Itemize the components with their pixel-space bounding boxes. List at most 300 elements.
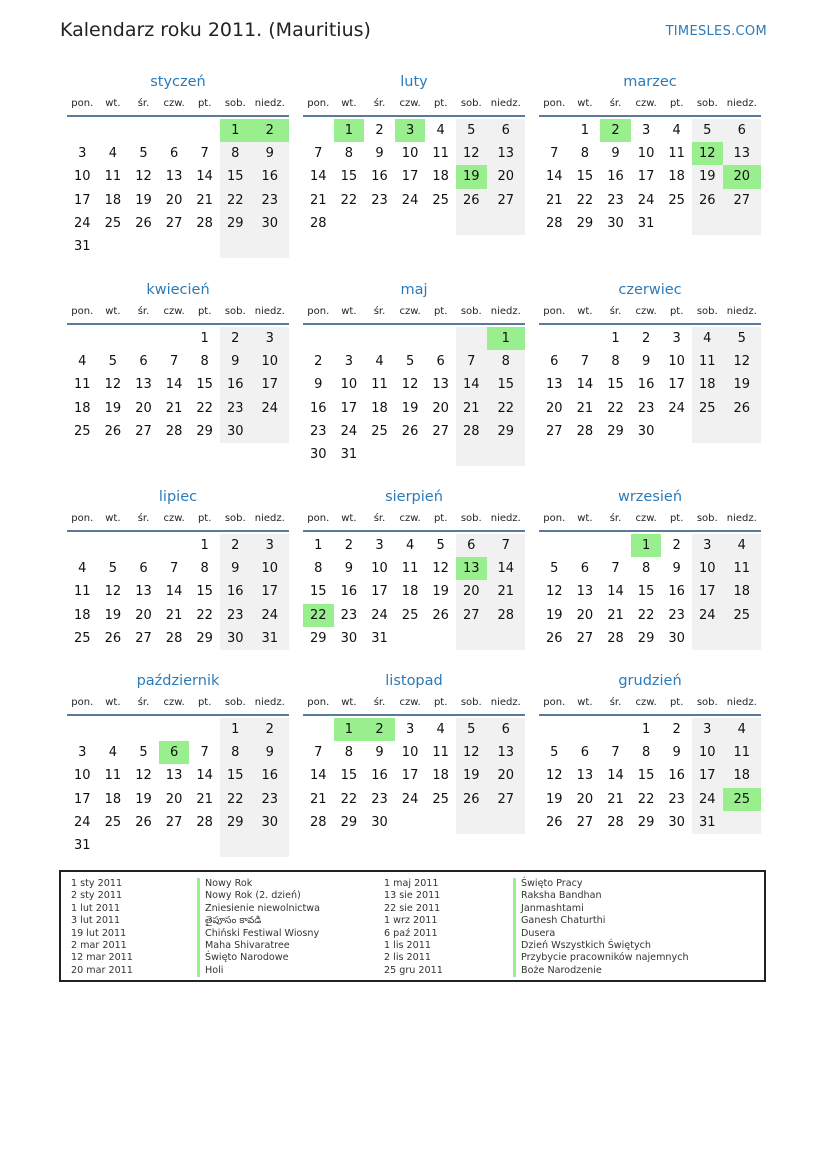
day-cell: 26 <box>104 423 122 439</box>
day-cell: 13 <box>576 768 594 784</box>
weekday-label: śr. <box>609 513 622 524</box>
day-cell: 13 <box>576 584 594 600</box>
legend-date: 1 lut 2011 <box>71 902 121 914</box>
empty-day-cell <box>303 119 334 142</box>
weekday-label: pon. <box>71 98 94 109</box>
day-cell: 11 <box>401 561 419 577</box>
legend-holiday-name: Chiński Festiwal Wiosny <box>197 928 320 940</box>
day-cell: 2 <box>641 331 651 347</box>
day-cell: 5 <box>139 146 148 162</box>
day-cell: 27 <box>456 604 487 627</box>
legend-holiday-name: Raksha Bandhan <box>513 890 689 902</box>
day-cell: 17 <box>340 400 358 416</box>
empty-day-cell <box>456 212 487 235</box>
day-cell: 7 <box>611 561 620 577</box>
day-cell: 18 <box>371 400 388 416</box>
month-block <box>67 669 289 857</box>
month-name: czerwiec <box>618 282 682 298</box>
weekday-label: pt. <box>197 697 212 708</box>
weekday-label: śr. <box>609 697 622 708</box>
day-cell: 12 <box>546 768 563 784</box>
day-cell: 3 <box>405 722 415 738</box>
day-cell: 7 <box>487 534 525 557</box>
weekday-label: wt. <box>341 697 357 708</box>
day-cell: 11 <box>104 768 122 784</box>
weekday-label: wt. <box>577 306 593 317</box>
holiday-day-cell: 1 <box>334 718 365 741</box>
weekday-label: niedz. <box>490 306 521 317</box>
day-cell: 7 <box>169 354 179 370</box>
empty-day-cell <box>251 235 289 258</box>
day-cell: 5 <box>405 354 415 370</box>
day-cell: 20 <box>432 400 449 416</box>
day-cell: 8 <box>344 745 354 761</box>
day-cell: 24 <box>251 604 289 627</box>
legend-holiday-name: Boże Narodzenie <box>513 965 689 977</box>
day-cell: 12 <box>546 584 563 600</box>
day-cell: 9 <box>220 350 251 373</box>
empty-day-cell <box>661 420 692 443</box>
day-cell: 3 <box>375 538 384 554</box>
legend-holiday-name: Nowy Rok (2. dzień) <box>197 890 320 902</box>
day-cell: 14 <box>196 768 213 784</box>
day-cell: 13 <box>432 377 449 393</box>
day-cell: 22 <box>607 400 624 416</box>
weekday-label: pon. <box>543 513 566 524</box>
empty-day-cell <box>98 235 129 258</box>
day-cell: 21 <box>196 192 213 208</box>
empty-day-cell <box>425 811 456 834</box>
empty-day-cell <box>539 119 570 142</box>
empty-day-cell <box>723 420 761 443</box>
legend-date: 25 gru 2011 <box>384 964 443 976</box>
day-cell: 2 <box>314 354 323 370</box>
empty-day-cell <box>98 327 129 350</box>
empty-day-cell <box>189 718 220 741</box>
day-cell: 21 <box>456 397 487 420</box>
empty-day-cell <box>456 627 487 650</box>
day-cell: 20 <box>546 400 563 416</box>
day-cell: 21 <box>546 192 563 208</box>
holiday-day-cell: 20 <box>723 165 761 188</box>
day-cell: 16 <box>637 377 655 393</box>
day-cell: 24 <box>371 607 388 623</box>
empty-day-cell <box>159 235 190 258</box>
weekday-label: pon. <box>307 98 330 109</box>
day-cell: 27 <box>487 189 525 212</box>
day-cell: 14 <box>576 377 594 393</box>
weekday-label: sob. <box>460 697 482 708</box>
day-cell: 27 <box>546 423 563 439</box>
day-cell: 18 <box>723 764 761 787</box>
day-cell: 10 <box>251 557 289 580</box>
legend-date: 12 mar 2011 <box>71 952 133 964</box>
day-cell: 22 <box>220 788 251 811</box>
day-cell: 18 <box>74 400 91 416</box>
day-cell: 8 <box>314 561 323 577</box>
weekday-label: sob. <box>224 697 246 708</box>
day-cell: 26 <box>456 189 487 212</box>
day-cell: 29 <box>220 212 251 235</box>
day-cell: 25 <box>401 607 419 623</box>
day-cell: 5 <box>436 538 445 554</box>
day-grid <box>539 534 761 650</box>
day-cell: 19 <box>104 400 122 416</box>
day-cell: 9 <box>641 354 651 370</box>
day-cell: 21 <box>607 607 624 623</box>
page-title: Kalendarz roku 2011. (Mauritius) <box>60 19 371 41</box>
weekday-label: wt. <box>577 697 593 708</box>
day-cell: 8 <box>641 561 651 577</box>
day-cell: 30 <box>220 420 251 443</box>
weekday-label: czw. <box>163 306 185 317</box>
legend-date: 6 paź 2011 <box>384 927 438 939</box>
legend-holiday-name: Nowy Rok <box>197 878 320 890</box>
weekday-label: czw. <box>399 513 421 524</box>
day-cell: 14 <box>487 557 525 580</box>
weekday-header <box>67 509 289 532</box>
weekday-label: pt. <box>669 98 684 109</box>
empty-day-cell <box>159 834 190 857</box>
day-cell: 14 <box>456 373 487 396</box>
day-cell: 10 <box>340 377 358 393</box>
legend-holiday-name: Holi <box>197 965 320 977</box>
day-cell: 14 <box>607 768 624 784</box>
day-cell: 15 <box>310 584 327 600</box>
day-cell: 17 <box>692 764 723 787</box>
day-cell: 27 <box>576 814 594 830</box>
day-cell: 17 <box>637 169 655 185</box>
legend-date: 13 sie 2011 <box>384 890 441 902</box>
weekday-header <box>539 509 761 532</box>
day-cell: 29 <box>310 630 327 646</box>
holiday-day-cell: 3 <box>395 119 426 142</box>
day-cell: 2 <box>672 538 681 554</box>
day-cell: 19 <box>546 607 563 623</box>
legend-holiday-name: Maha Shivaratree <box>197 940 320 952</box>
empty-day-cell <box>723 212 761 235</box>
day-cell: 2 <box>672 722 681 738</box>
day-cell: 30 <box>668 630 685 646</box>
weekday-label: pon. <box>543 306 566 317</box>
day-cell: 20 <box>487 764 525 787</box>
day-cell: 14 <box>165 377 183 393</box>
weekday-label: pt. <box>197 513 212 524</box>
day-cell: 28 <box>607 814 624 830</box>
day-cell: 11 <box>692 350 723 373</box>
day-cell: 8 <box>487 350 525 373</box>
day-cell: 10 <box>637 146 655 162</box>
empty-day-cell <box>98 718 129 741</box>
weekday-label: pon. <box>307 697 330 708</box>
legend-date: 1 maj 2011 <box>384 878 439 889</box>
day-cell: 26 <box>401 423 419 439</box>
day-cell: 31 <box>251 627 289 650</box>
weekday-label: pon. <box>543 98 566 109</box>
day-cell: 28 <box>310 215 327 231</box>
day-cell: 11 <box>74 377 91 393</box>
day-cell: 19 <box>135 791 152 807</box>
day-cell: 31 <box>340 447 358 463</box>
day-cell: 15 <box>607 377 624 393</box>
day-cell: 8 <box>200 354 209 370</box>
weekday-label: pon. <box>71 513 94 524</box>
empty-day-cell <box>303 718 334 741</box>
month-name: luty <box>400 74 428 90</box>
day-cell: 27 <box>432 423 449 439</box>
empty-day-cell <box>159 119 190 142</box>
day-cell: 5 <box>550 745 559 761</box>
day-cell: 13 <box>487 741 525 764</box>
day-cell: 18 <box>668 169 685 185</box>
weekday-label: śr. <box>373 306 386 317</box>
day-cell: 27 <box>723 189 761 212</box>
day-cell: 10 <box>371 561 388 577</box>
legend-holiday-name: Dusera <box>513 928 689 940</box>
day-cell: 15 <box>196 584 213 600</box>
day-cell: 3 <box>251 327 289 350</box>
day-cell: 28 <box>165 630 183 646</box>
empty-day-cell <box>425 627 456 650</box>
weekday-label: niedz. <box>254 697 285 708</box>
day-cell: 8 <box>344 146 354 162</box>
weekday-label: niedz. <box>490 697 521 708</box>
empty-day-cell <box>128 119 159 142</box>
day-cell: 2 <box>220 534 251 557</box>
day-cell: 9 <box>375 146 384 162</box>
day-cell: 3 <box>78 146 87 162</box>
holiday-day-cell: 19 <box>456 165 487 188</box>
weekday-label: śr. <box>609 98 622 109</box>
legend-date: 2 sty 2011 <box>71 890 123 902</box>
weekday-label: wt. <box>105 513 121 524</box>
empty-day-cell <box>692 420 723 443</box>
day-cell: 9 <box>344 561 354 577</box>
legend-date: 1 wrz 2011 <box>384 915 438 927</box>
month-name: listopad <box>385 673 443 689</box>
day-cell: 4 <box>108 146 118 162</box>
day-cell: 3 <box>641 123 651 139</box>
day-cell: 16 <box>220 580 251 603</box>
legend-holiday-name: Święto Pracy <box>513 878 689 890</box>
brand-link[interactable]: TIMESLES.COM <box>665 24 767 39</box>
weekday-label: pt. <box>433 98 448 109</box>
day-cell: 20 <box>135 400 152 416</box>
weekday-label: czw. <box>635 513 657 524</box>
weekday-label: pt. <box>669 697 684 708</box>
weekday-label: pon. <box>71 306 94 317</box>
empty-day-cell <box>487 212 525 235</box>
empty-day-cell <box>67 534 98 557</box>
day-cell: 3 <box>78 745 87 761</box>
day-cell: 24 <box>74 215 91 231</box>
month-block <box>67 485 289 650</box>
day-cell: 25 <box>104 215 122 231</box>
day-cell: 16 <box>220 373 251 396</box>
empty-day-cell <box>487 443 525 466</box>
legend-dates-right <box>384 878 443 977</box>
day-cell: 4 <box>723 718 761 741</box>
month-name: grudzień <box>618 673 682 689</box>
day-cell: 30 <box>637 423 655 439</box>
weekday-label: sob. <box>696 697 718 708</box>
holiday-day-cell: 1 <box>334 119 365 142</box>
month-name: styczeń <box>150 74 206 90</box>
month-block <box>67 70 289 258</box>
day-cell: 25 <box>104 814 122 830</box>
empty-day-cell <box>189 119 220 142</box>
empty-day-cell <box>98 534 129 557</box>
day-cell: 18 <box>692 373 723 396</box>
weekday-label: pon. <box>307 513 330 524</box>
empty-day-cell <box>189 834 220 857</box>
day-cell: 6 <box>550 354 559 370</box>
day-cell: 12 <box>104 584 122 600</box>
holiday-legend <box>59 870 766 982</box>
weekday-label: pt. <box>433 306 448 317</box>
day-grid <box>303 119 525 235</box>
legend-names-left <box>197 878 320 977</box>
month-name: październik <box>136 673 220 689</box>
month-block <box>303 70 525 235</box>
day-cell: 15 <box>637 584 655 600</box>
day-cell: 9 <box>672 561 681 577</box>
day-cell: 13 <box>165 768 183 784</box>
empty-day-cell <box>661 212 692 235</box>
weekday-label: śr. <box>373 697 386 708</box>
day-cell: 9 <box>375 745 384 761</box>
weekday-label: czw. <box>399 697 421 708</box>
empty-day-cell <box>539 327 570 350</box>
day-cell: 19 <box>104 607 122 623</box>
empty-day-cell <box>395 811 426 834</box>
weekday-label: śr. <box>373 98 386 109</box>
empty-day-cell <box>159 327 190 350</box>
day-cell: 29 <box>637 814 655 830</box>
day-cell: 18 <box>723 580 761 603</box>
weekday-label: wt. <box>341 98 357 109</box>
day-cell: 17 <box>692 580 723 603</box>
day-cell: 31 <box>74 838 91 854</box>
empty-day-cell <box>334 212 365 235</box>
weekday-header <box>67 693 289 716</box>
day-cell: 21 <box>607 791 624 807</box>
day-cell: 30 <box>340 630 358 646</box>
day-cell: 2 <box>251 718 289 741</box>
day-cell: 7 <box>200 745 209 761</box>
empty-day-cell <box>98 834 129 857</box>
empty-day-cell <box>364 212 395 235</box>
day-cell: 28 <box>310 814 327 830</box>
empty-day-cell <box>128 534 159 557</box>
day-cell: 17 <box>251 580 289 603</box>
day-cell: 10 <box>74 169 91 185</box>
day-cell: 14 <box>196 169 213 185</box>
weekday-label: pon. <box>71 697 94 708</box>
day-cell: 15 <box>220 165 251 188</box>
day-cell: 22 <box>340 791 358 807</box>
day-cell: 5 <box>139 745 148 761</box>
day-cell: 30 <box>310 447 327 463</box>
day-cell: 24 <box>340 423 358 439</box>
day-cell: 23 <box>251 788 289 811</box>
empty-day-cell <box>570 327 601 350</box>
day-cell: 20 <box>135 607 152 623</box>
month-name: maj <box>400 282 428 298</box>
weekday-label: sob. <box>460 306 482 317</box>
weekday-label: śr. <box>137 697 150 708</box>
weekday-label: czw. <box>399 306 421 317</box>
day-cell: 26 <box>692 189 723 212</box>
empty-day-cell <box>189 235 220 258</box>
empty-day-cell <box>303 327 334 350</box>
weekday-label: wt. <box>341 306 357 317</box>
day-cell: 28 <box>607 630 624 646</box>
holiday-day-cell: 13 <box>456 557 487 580</box>
day-cell: 1 <box>200 538 209 554</box>
holiday-day-cell: 2 <box>364 718 395 741</box>
weekday-label: niedz. <box>254 306 285 317</box>
day-cell: 8 <box>611 354 620 370</box>
empty-day-cell <box>692 212 723 235</box>
day-cell: 16 <box>251 764 289 787</box>
day-cell: 8 <box>220 142 251 165</box>
empty-day-cell <box>220 834 251 857</box>
day-cell: 14 <box>310 169 327 185</box>
day-cell: 20 <box>165 791 183 807</box>
holiday-day-cell: 2 <box>600 119 631 142</box>
day-cell: 8 <box>200 561 209 577</box>
weekday-label: czw. <box>635 98 657 109</box>
day-cell: 6 <box>456 534 487 557</box>
day-cell: 4 <box>672 123 681 139</box>
day-cell: 16 <box>371 169 388 185</box>
weekday-label: śr. <box>609 306 622 317</box>
day-cell: 28 <box>196 814 213 830</box>
empty-day-cell <box>98 119 129 142</box>
day-cell: 24 <box>692 604 723 627</box>
day-cell: 15 <box>576 169 594 185</box>
day-cell: 12 <box>456 142 487 165</box>
day-cell: 13 <box>546 377 563 393</box>
weekday-label: pt. <box>669 306 684 317</box>
day-cell: 19 <box>692 165 723 188</box>
day-grid <box>67 327 289 443</box>
day-cell: 26 <box>723 397 761 420</box>
day-cell: 25 <box>723 604 761 627</box>
day-cell: 17 <box>371 584 388 600</box>
day-cell: 12 <box>104 377 122 393</box>
day-cell: 18 <box>104 192 122 208</box>
day-cell: 12 <box>401 377 419 393</box>
day-cell: 26 <box>546 630 563 646</box>
legend-names-right <box>513 878 689 977</box>
day-cell: 15 <box>637 768 655 784</box>
day-cell: 4 <box>436 722 445 738</box>
day-cell: 9 <box>220 557 251 580</box>
day-cell: 16 <box>668 584 685 600</box>
empty-day-cell <box>67 718 98 741</box>
month-block <box>303 669 525 834</box>
day-grid <box>539 327 761 443</box>
holiday-day-cell: 25 <box>723 788 761 811</box>
empty-day-cell <box>570 718 601 741</box>
weekday-header <box>539 302 761 325</box>
day-cell: 21 <box>196 791 213 807</box>
day-cell: 19 <box>546 791 563 807</box>
day-grid <box>67 534 289 650</box>
day-cell: 3 <box>251 534 289 557</box>
